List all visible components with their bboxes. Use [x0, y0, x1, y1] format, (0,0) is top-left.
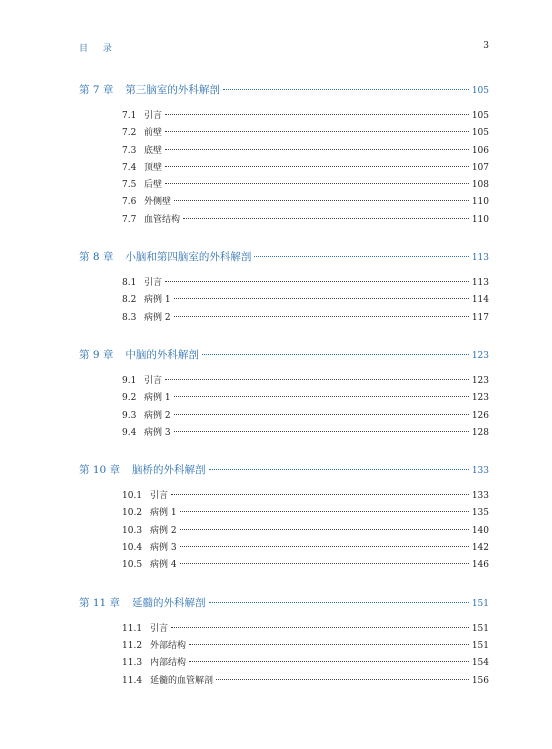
section-entry[interactable] — [122, 108, 489, 125]
section-page-number: 108 — [471, 180, 489, 191]
section-entry[interactable] — [122, 160, 489, 177]
leader-dots — [171, 494, 469, 495]
section-title: 病例 2 — [144, 410, 171, 421]
section-title: 引言 — [150, 491, 169, 502]
section-page-number: 123 — [471, 393, 489, 404]
section-title: 后壁 — [144, 180, 163, 191]
toc-chapter — [79, 249, 489, 327]
leader-dots — [165, 149, 469, 150]
section-page-number: 154 — [471, 658, 489, 669]
section-number: 7.3 — [122, 145, 137, 156]
header-page-number: 3 — [483, 41, 489, 51]
section-number: 7.1 — [122, 111, 137, 121]
section-entry[interactable] — [122, 373, 489, 390]
section-title: 底壁 — [144, 145, 163, 156]
section-page-number: 110 — [471, 214, 489, 225]
section-number: 7.6 — [122, 197, 137, 208]
leader-dots — [174, 414, 469, 415]
section-number: 11.4 — [122, 675, 143, 686]
section-list — [122, 275, 489, 327]
section-entry[interactable] — [122, 310, 489, 327]
section-page-number: 151 — [471, 640, 489, 651]
chapter-page-number: 133 — [471, 466, 489, 477]
section-number: 8.2 — [122, 295, 137, 306]
toc-chapter — [79, 347, 489, 442]
section-number: 11.1 — [122, 623, 143, 634]
leader-dots — [165, 131, 469, 132]
leader-dots — [183, 218, 469, 219]
leader-dots — [202, 354, 469, 355]
leader-dots — [174, 316, 469, 317]
leader-dots — [174, 200, 469, 201]
section-number: 10.3 — [122, 525, 143, 536]
section-page-number: 140 — [471, 525, 489, 536]
section-page-number: 128 — [471, 427, 489, 438]
section-page-number: 151 — [471, 623, 489, 634]
section-number: 9.4 — [122, 427, 137, 438]
leader-dots — [189, 661, 469, 662]
section-title: 内部结构 — [150, 658, 187, 669]
section-entry[interactable] — [122, 292, 489, 309]
leader-dots — [223, 89, 469, 90]
section-entry[interactable] — [122, 125, 489, 142]
section-entry[interactable] — [122, 177, 489, 194]
section-title: 顶壁 — [144, 162, 163, 173]
section-number: 7.4 — [122, 162, 137, 173]
chapter-number: 第 9 章 — [79, 348, 114, 361]
section-entry[interactable] — [122, 523, 489, 540]
leader-dots — [165, 183, 469, 184]
leader-dots — [165, 281, 469, 282]
chapter-entry[interactable] — [79, 249, 489, 266]
chapter-page-number: 123 — [471, 350, 489, 361]
leader-dots — [180, 511, 469, 512]
section-title: 病例 4 — [150, 560, 177, 571]
chapter-entry[interactable] — [79, 462, 489, 479]
section-entry[interactable] — [122, 621, 489, 638]
section-page-number: 133 — [471, 491, 489, 502]
leader-dots — [180, 529, 469, 530]
section-list — [122, 621, 489, 690]
section-list — [122, 108, 489, 229]
section-entry[interactable] — [122, 390, 489, 407]
section-page-number: 105 — [471, 111, 489, 121]
section-list — [122, 488, 489, 574]
section-number: 9.3 — [122, 410, 137, 421]
section-entry[interactable] — [122, 143, 489, 160]
section-number: 10.2 — [122, 508, 143, 519]
section-title: 病例 2 — [144, 312, 171, 323]
toc-chapter — [79, 82, 489, 229]
chapter-title: 小脑和第四脑室的外科解剖 — [125, 251, 252, 264]
section-entry[interactable] — [122, 194, 489, 211]
section-title: 前壁 — [144, 128, 163, 139]
section-title: 病例 1 — [144, 393, 171, 404]
chapter-page-number: 105 — [471, 86, 489, 96]
page-header — [79, 41, 489, 55]
chapter-entry[interactable] — [79, 595, 489, 612]
chapter-title: 延髓的外科解剖 — [132, 596, 206, 609]
section-page-number: 126 — [471, 410, 489, 421]
section-number: 11.3 — [122, 658, 143, 669]
toc-chapter — [79, 462, 489, 574]
chapter-page-number: 151 — [471, 598, 489, 609]
section-page-number: 117 — [471, 312, 489, 323]
section-entry[interactable] — [122, 275, 489, 292]
table-of-contents — [79, 82, 489, 690]
leader-dots — [209, 469, 469, 470]
section-page-number: 110 — [471, 197, 489, 208]
section-page-number: 114 — [471, 295, 489, 306]
leader-dots — [165, 379, 469, 380]
section-number: 8.1 — [122, 278, 137, 289]
header-title: 目 录 — [79, 44, 118, 54]
leader-dots — [209, 602, 469, 603]
leader-dots — [180, 546, 469, 547]
section-title: 病例 1 — [150, 508, 177, 519]
leader-dots — [165, 114, 469, 115]
section-number: 10.1 — [122, 491, 143, 502]
section-number: 7.5 — [122, 180, 137, 191]
leader-dots — [180, 563, 469, 564]
section-title: 引言 — [144, 111, 163, 121]
section-entry[interactable] — [122, 638, 489, 655]
section-number: 10.5 — [122, 560, 143, 571]
section-page-number: 156 — [471, 675, 489, 686]
section-number: 11.2 — [122, 640, 143, 651]
leader-dots — [189, 644, 469, 645]
chapter-title: 中脑的外科解剖 — [125, 348, 199, 361]
section-page-number: 106 — [471, 145, 489, 156]
leader-dots — [174, 431, 469, 432]
chapter-number: 第 7 章 — [79, 84, 114, 96]
section-number: 7.7 — [122, 214, 137, 225]
section-entry[interactable] — [122, 655, 489, 672]
section-entry[interactable] — [122, 488, 489, 505]
chapter-title: 第三脑室的外科解剖 — [125, 84, 220, 96]
chapter-number: 第 11 章 — [79, 596, 121, 609]
section-title: 血管结构 — [144, 214, 181, 225]
section-entry[interactable] — [122, 505, 489, 522]
section-entry[interactable] — [122, 540, 489, 557]
section-number: 7.2 — [122, 128, 137, 139]
chapter-entry[interactable] — [79, 347, 489, 364]
chapter-number: 第 10 章 — [79, 464, 121, 477]
leader-dots — [165, 166, 469, 167]
section-number: 9.2 — [122, 393, 137, 404]
section-page-number: 142 — [471, 543, 489, 554]
section-title: 病例 3 — [144, 427, 171, 438]
section-title: 病例 1 — [144, 295, 171, 306]
section-title: 引言 — [144, 278, 163, 289]
leader-dots — [254, 256, 468, 257]
section-number: 10.4 — [122, 543, 143, 554]
chapter-title: 脑桥的外科解剖 — [132, 464, 206, 477]
section-list — [122, 373, 489, 442]
section-number: 8.3 — [122, 312, 137, 323]
section-entry[interactable] — [122, 557, 489, 574]
section-title: 外部结构 — [150, 640, 187, 651]
chapter-page-number: 113 — [471, 253, 489, 264]
section-title: 延髓的血管解剖 — [150, 675, 214, 686]
section-page-number: 105 — [471, 128, 489, 139]
section-entry[interactable] — [122, 673, 489, 690]
section-page-number: 135 — [471, 508, 489, 519]
section-page-number: 107 — [471, 162, 489, 173]
chapter-entry[interactable] — [79, 82, 489, 99]
section-page-number: 123 — [471, 375, 489, 386]
section-number: 9.1 — [122, 375, 137, 386]
section-title: 引言 — [144, 375, 163, 386]
section-entry[interactable] — [122, 408, 489, 425]
section-page-number: 113 — [471, 278, 489, 289]
leader-dots — [174, 298, 469, 299]
section-title: 病例 3 — [150, 543, 177, 554]
leader-dots — [174, 396, 469, 397]
section-title: 引言 — [150, 623, 169, 634]
leader-dots — [171, 627, 469, 628]
section-entry[interactable] — [122, 212, 489, 229]
section-page-number: 146 — [471, 560, 489, 571]
section-title: 外侧壁 — [144, 197, 172, 208]
toc-chapter — [79, 595, 489, 690]
leader-dots — [216, 679, 469, 680]
section-title: 病例 2 — [150, 525, 177, 536]
chapter-number: 第 8 章 — [79, 251, 114, 264]
section-entry[interactable] — [122, 425, 489, 442]
